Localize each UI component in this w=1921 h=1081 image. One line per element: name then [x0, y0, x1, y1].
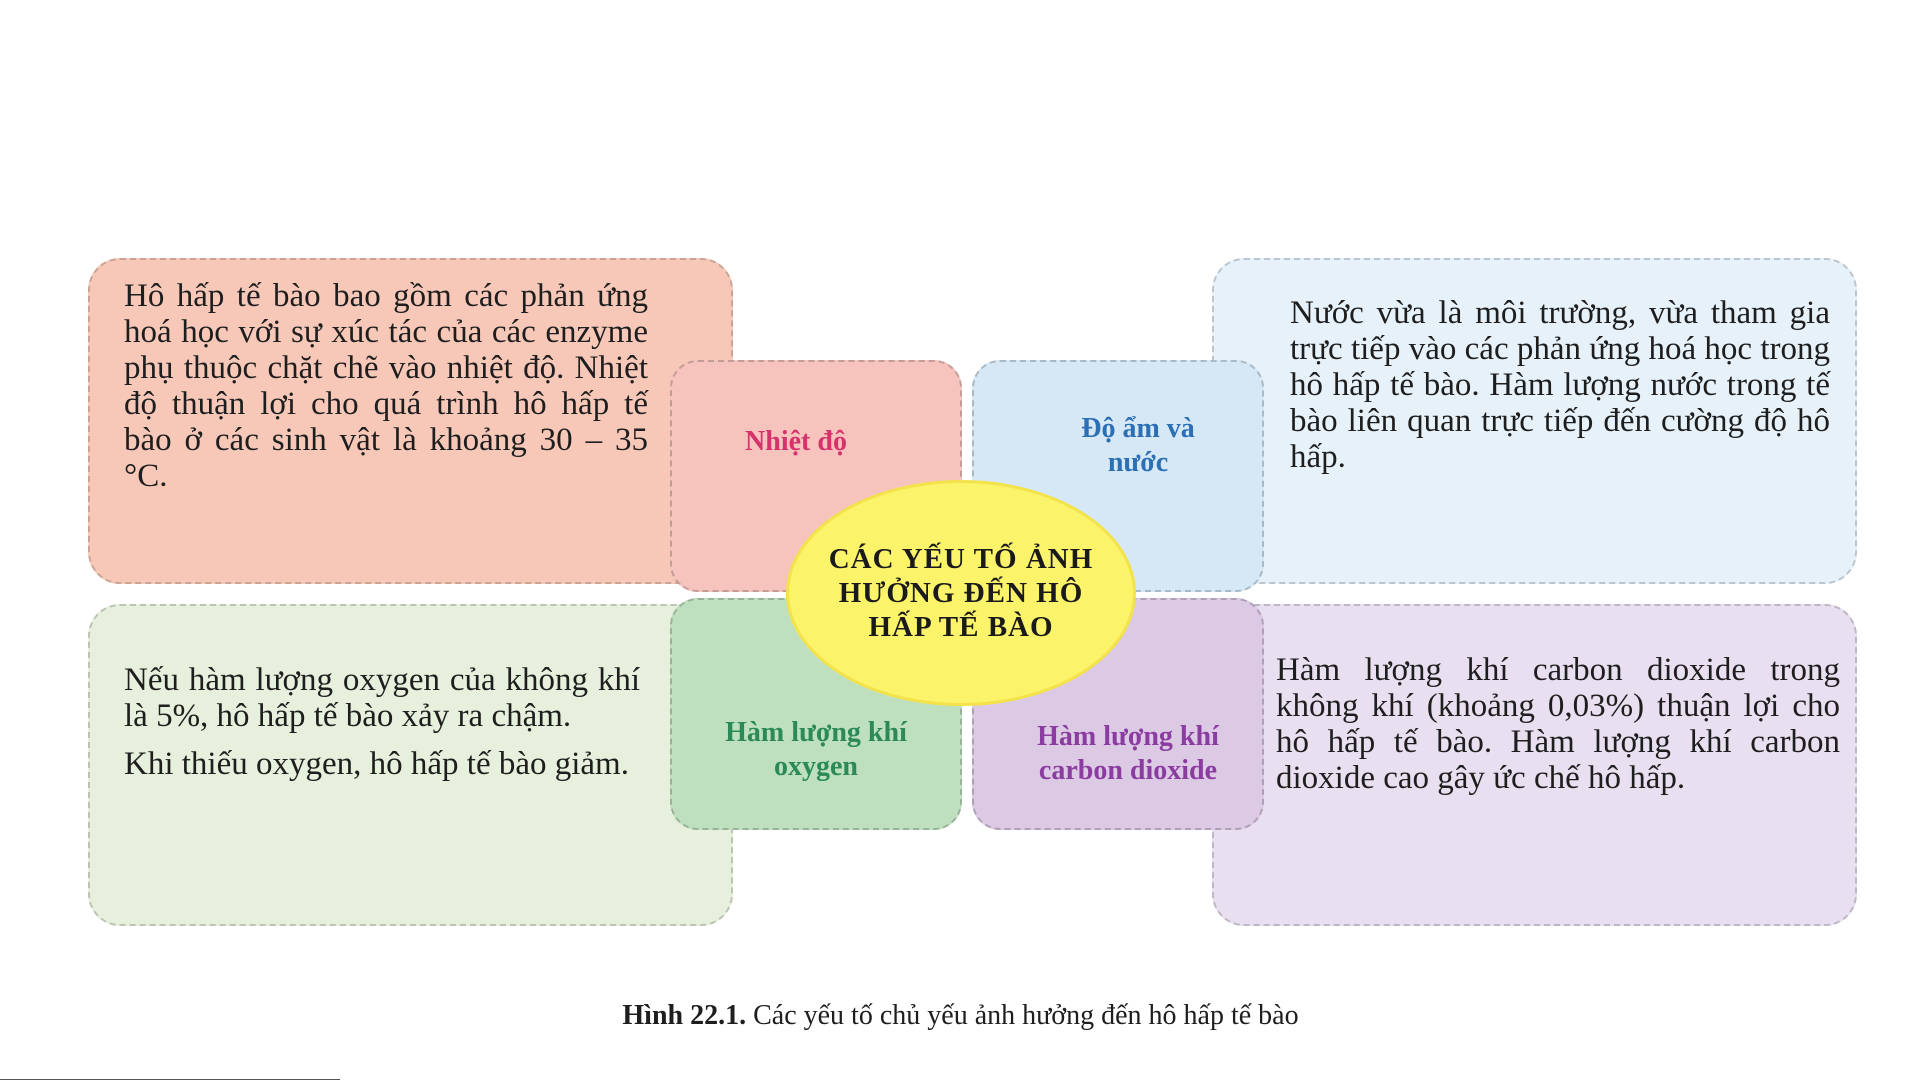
- temperature-description: [124, 278, 648, 494]
- figure-caption-label: Hình 22.1.: [622, 1000, 747, 1031]
- factor-oxygen-label: Hàm lượng khí oxygen: [725, 717, 907, 782]
- footnote-divider: [0, 1079, 340, 1080]
- center-title: CÁC YẾU TỐ ẢNH HƯỞNG ĐẾN HÔ HẤP TẾ BÀO: [828, 543, 1094, 643]
- oxygen-description-text-2: Khi thiếu oxygen, hô hấp tế bào giảm.: [124, 746, 629, 782]
- co2-description: [1276, 652, 1840, 796]
- humidity-description-text: Nước vừa là môi trường, vừa tham gia trực tiếp vào các phản ứng hoá học trong hô hấp tế bào. Hàm lượng nước trong tế bào liên quan trực tiếp đến cường độ hô hấp.: [1290, 295, 1830, 475]
- humidity-description: [1290, 295, 1830, 475]
- factor-temperature-label: Nhiệt độ: [745, 426, 847, 457]
- factor-co2-label: Hàm lượng khí carbon dioxide: [1037, 721, 1219, 786]
- figure-caption-text: Các yếu tố chủ yếu ảnh hưởng đến hô hấp tế bào: [746, 1000, 1299, 1031]
- oxygen-description-text-1: Nếu hàm lượng oxygen của không khí là 5%, hô hấp tế bào xảy ra chậm.: [124, 662, 640, 734]
- center-circle: [786, 480, 1136, 706]
- figure-caption: [0, 1000, 1921, 1032]
- temperature-description-text: Hô hấp tế bào bao gồm các phản ứng hoá học với sự xúc tác của các enzyme phụ thuộc chặt chẽ vào nhiệt độ. Nhiệt độ thuận lợi cho quá trình hô hấp tế bào ở các sinh vật là khoảng 30 – 35 °C.: [124, 278, 648, 494]
- factor-humidity-label: Độ ẩm và nước: [1081, 413, 1195, 478]
- co2-description-text: Hàm lượng khí carbon dioxide trong không khí (khoảng 0,03%) thuận lợi cho hô hấp tế bào. Hàm lượng khí carbon dioxide cao gây ức chế hô hấp.: [1276, 652, 1840, 796]
- oxygen-description: [124, 662, 640, 782]
